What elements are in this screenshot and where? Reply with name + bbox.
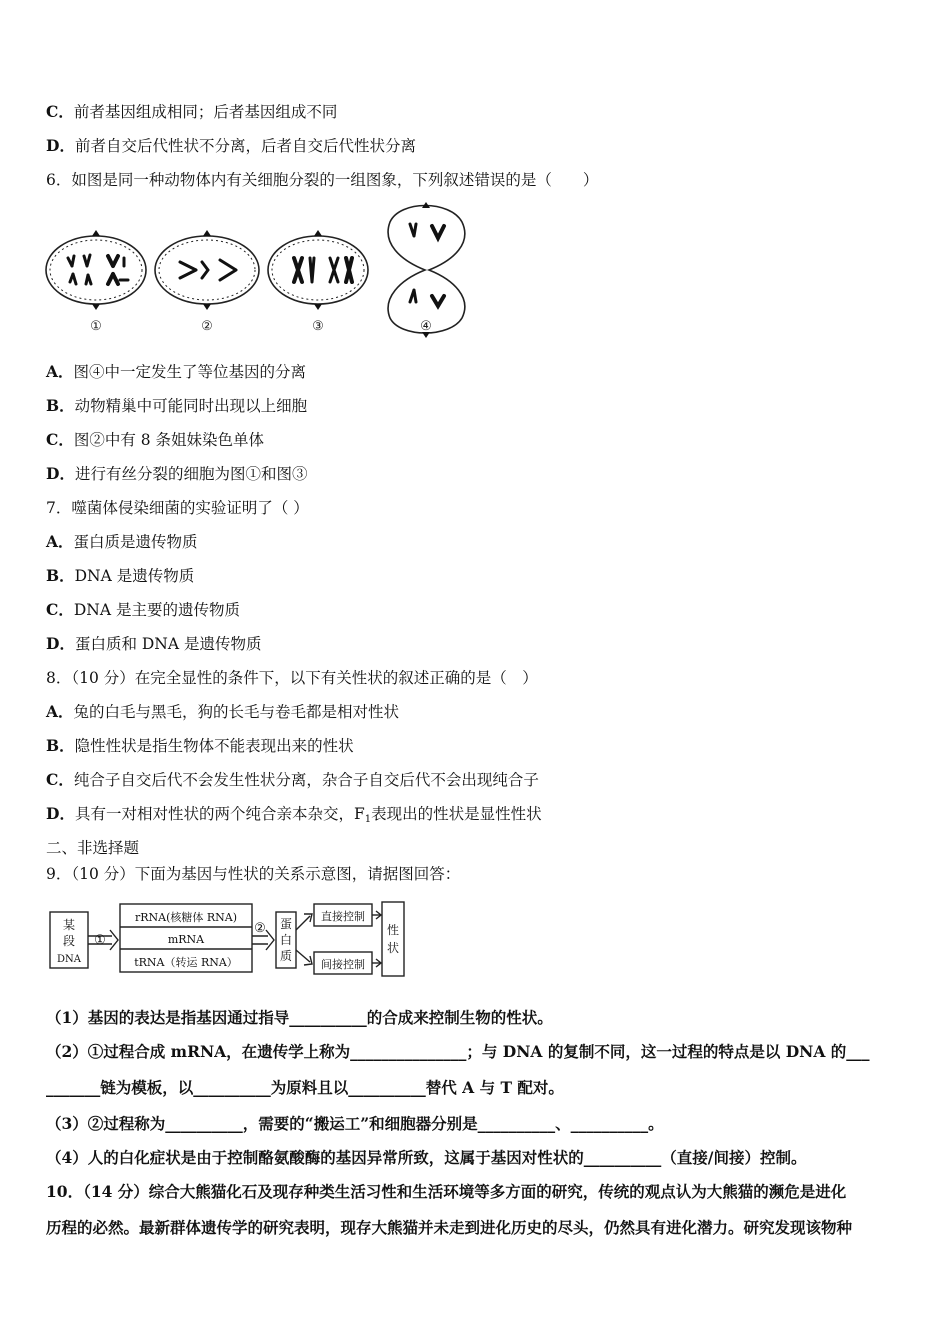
direct-control-label: 直接控制 (321, 910, 365, 923)
rrna-label: rRNA(核糖体 RNA) (134, 911, 238, 924)
section-title: 二、非选择题 (46, 839, 140, 857)
figure-label-2: ② (201, 319, 213, 334)
q9-part-1: （1）基因的表达是指基因通过指导__________的合成来控制生物的性状。 (46, 1008, 553, 1027)
q6-option-a: A．图④中一定发生了等位基因的分离 (46, 362, 307, 381)
q7-option-c: C．DNA 是主要的遗传物质 (46, 600, 240, 619)
q8-option-c: C．纯合子自交后代不会发生性状分离，杂合子自交后代不会出现纯合子 (46, 770, 539, 789)
q9-part-4: （4）人的白化症状是由于控制酪氨酸酶的基因异常所致，这属于基因对性状的__________（直接/间接）控制。 (46, 1148, 807, 1167)
trait-char-1: 性 (386, 923, 400, 937)
figure-label-3: ③ (312, 319, 324, 334)
q8-option-b: B．隐性性状是指生物体不能表现出来的性状 (46, 736, 354, 755)
dna-box-char-2: 段 (62, 934, 76, 948)
cell-division-figure (44, 198, 474, 338)
q9-stem: 9．（10 分）下面为基因与性状的关系示意图，请据图回答： (46, 865, 461, 883)
gene-trait-diagram (48, 900, 418, 980)
q6-option-d: D．进行有丝分裂的细胞为图①和图③ (46, 464, 308, 483)
figure-label-4: ④ (420, 319, 432, 334)
q10-line-2: 历程的必然。最新群体遗传学的研究表明，现存大熊猫并未走到进化历史的尽头，仍然具有进化潜力。研究发现该物种 (46, 1218, 853, 1237)
q8-stem: 8．（10 分）在完全显性的条件下，以下有关性状的叙述正确的是（ ） (46, 669, 538, 687)
q8-option-a: A．兔的白毛与黑毛，狗的长毛与卷毛都是相对性状 (46, 702, 400, 721)
dna-box-char-1: 某 (62, 918, 76, 932)
q6-option-c: C．图②中有 8 条姐妹染色单体 (46, 430, 265, 449)
q10-line-1: 10．（14 分）综合大熊猫化石及现存种类生活习性和生活环境等多方面的研究，传统的观点认为大熊猫的濒危是进化 (46, 1182, 847, 1201)
q5-option-c: C．前者基因组成相同；后者基因组成不同 (46, 102, 338, 121)
q7-option-d: D．蛋白质和 DNA 是遗传物质 (46, 634, 262, 653)
q9-part-2a: （2）①过程合成 mRNA，在遗传学上称为_______________；与 DNA 的复制不同，这一过程的特点是以 DNA 的___ (46, 1042, 870, 1061)
protein-char-2: 白 (279, 933, 293, 947)
step-1-label: ① (94, 933, 106, 948)
q5-option-d: D．前者自交后代性状不分离，后者自交后代性状分离 (46, 136, 416, 155)
trait-char-2: 状 (386, 941, 400, 955)
q9-part-3: （3）②过程称为__________，需要的“搬运工”和细胞器分别是__________、__________。 (46, 1114, 664, 1133)
protein-char-1: 蛋 (279, 917, 293, 931)
protein-char-3: 质 (279, 949, 293, 963)
indirect-control-label: 间接控制 (321, 958, 365, 971)
q9-part-2b: _______链为模板，以__________为原料且以__________替代 A 与 T 配对。 (46, 1078, 564, 1097)
q7-option-b: B．DNA 是遗传物质 (46, 566, 195, 585)
trait-box (382, 902, 404, 976)
dna-box-char-3: DNA (57, 954, 81, 965)
figure-label-1: ① (90, 319, 102, 334)
cell-1-outline (46, 236, 146, 304)
cell-4-outline (388, 206, 465, 334)
q6-option-b: B．动物精巢中可能同时出现以上细胞 (46, 396, 308, 415)
step-2-label: ② (254, 921, 266, 936)
q6-stem: 6．如图是同一种动物体内有关细胞分裂的一组图象，下列叙述错误的是（ ） (46, 171, 599, 189)
mrna-label: mRNA (167, 933, 205, 946)
trna-label: tRNA（转运 RNA） (134, 956, 238, 969)
q8-option-d: D．具有一对相对性状的两个纯合亲本杂交，$F_1$表现出的性状是显性性状 (46, 804, 542, 825)
q7-stem: 7．噬菌体侵染细菌的实验证明了（ ） (46, 499, 309, 517)
q7-option-a: A．蛋白质是遗传物质 (46, 532, 198, 551)
cell-3-outline (268, 236, 368, 304)
